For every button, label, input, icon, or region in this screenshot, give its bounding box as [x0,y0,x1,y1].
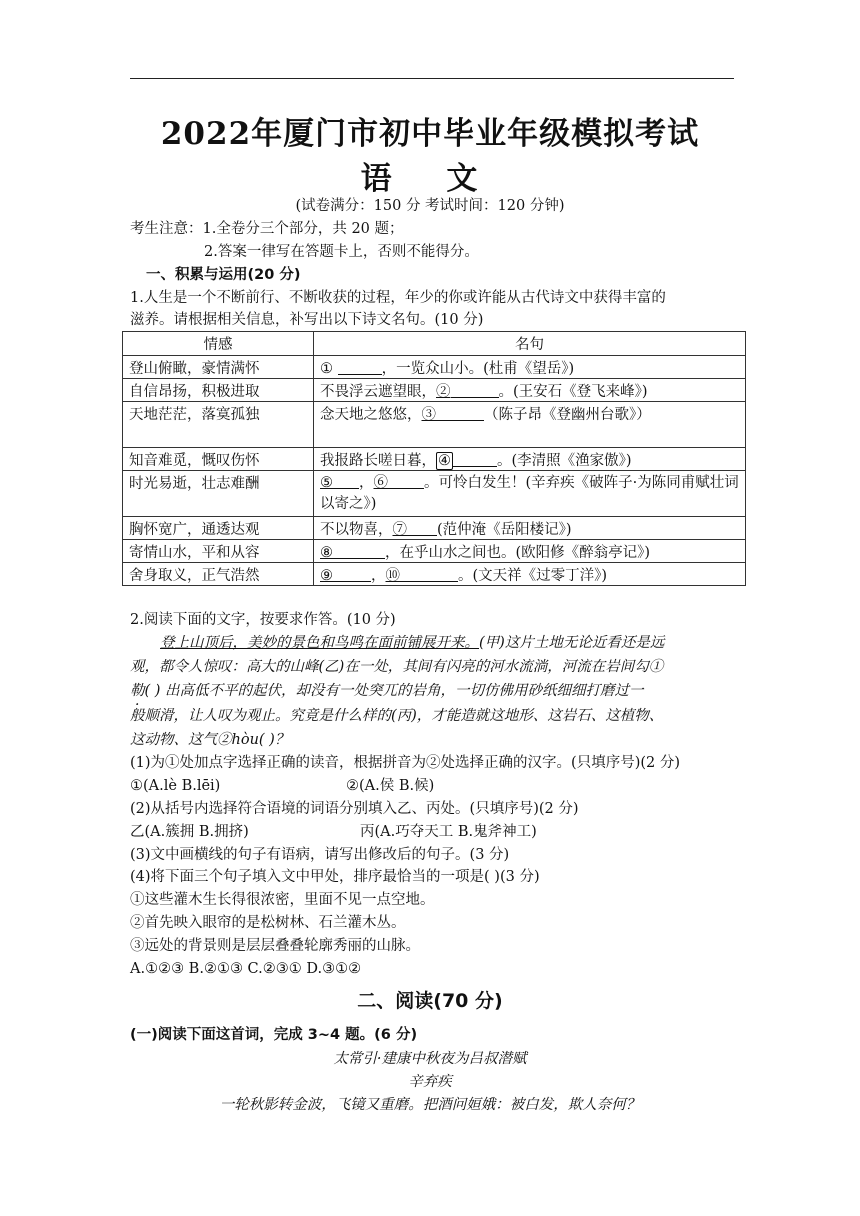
answer-blank[interactable] [451,383,499,398]
quote-text: 。可怜白发生！(辛弃疾《破阵子·为陈同甫赋壮词以寄之》) [320,474,739,512]
quote-text: 念天地之悠悠， [320,407,422,423]
poem-table [122,331,746,586]
emotion-cell: 胸怀宽广，通透达观 [123,517,314,540]
table-row [123,448,746,471]
quote-text: 不以物喜， [320,521,393,538]
quote-text: 。(李清照《渔家傲》) [497,452,632,469]
sub-question-3: (3)文中画横线的句子有语病，请写出修改后的句子。(3 分) [130,847,510,863]
emotion-cell: 天地茫茫，落寞孤独 [123,402,314,448]
notice-2: 2.答案一律写在答题卡上，否则不能得分。 [204,244,479,260]
emotion-cell: 时光易逝，壮志难酬 [123,471,314,517]
section2-sub1: (一)阅读下面这首词，完成 3~4 题。(6 分) [130,1027,418,1043]
section2-heading: 二、阅读(70 分) [357,990,503,1012]
exam-info: (试卷满分：150 分 考试时间：120 分钟) [295,198,565,214]
emotion-cell: 知音难觅，慨叹伤怀 [123,448,314,471]
quote-cell [314,563,746,586]
table-row [123,471,746,517]
blank-number: ④ [438,452,451,469]
quote-text: ，在乎山水之间也。(欧阳修《醉翁亭记》) [385,544,651,561]
table-header-quote: 名句 [314,332,746,356]
answer-blank[interactable] [333,474,359,489]
answer-choices: A.①②③ B.②①③ C.②③① D.③①② [130,961,362,977]
quote-cell [314,540,746,563]
blank-number: ⑩ [385,567,400,584]
table-row [123,356,746,379]
blank-number: ⑥ [373,474,388,491]
passage-line [130,681,644,701]
quote-cell [314,356,746,379]
table-row [123,517,746,540]
emotion-cell: 寄情山水，平和从容 [123,540,314,563]
blank-number: ⑨ [320,567,333,584]
quote-text: 。(王安石《登飞来峰》) [498,383,648,400]
emotion-cell: 舍身取义，正气浩然 [123,563,314,586]
sub-question-2: (2)从括号内选择符合语境的词语分别填入乙、丙处。(只填序号)(2 分) [130,801,579,817]
blank-number: ⑧ [320,544,333,561]
underlined-sentence: 登上山顶后，美妙的景色和鸟鸣在面前铺展开来。 [160,635,479,651]
passage-line: 般顺滑，让人叹为观止。究竟是什么样的(丙)，才能造就这地形、这岩石、这植物、 [130,708,664,724]
quote-text: 我报路长嗟日暮， [320,452,436,469]
quote-cell [314,379,746,402]
quote-cell [314,471,746,517]
option-pronunciation: ①(A.lè B.lēi) [130,778,221,794]
subject-title: 语 文 [360,161,500,197]
answer-blank[interactable] [333,544,385,559]
blank-number: ② [436,383,451,400]
quote-cell [314,402,746,448]
poem-title: 太常引·建康中秋夜为吕叔潜赋 [333,1051,527,1067]
quote-text: (范仲淹《岳阳楼记》) [437,521,572,538]
answer-blank[interactable] [338,360,382,375]
table-row [123,540,746,563]
answer-blank[interactable] [400,567,458,582]
table-row [123,402,746,448]
sentence-option-1: ①这些灌木生长得很浓密，里面不见一点空地。 [130,892,435,908]
blank-number: ① [320,360,333,377]
quote-text: ，一览众山小。(杜甫《望岳》) [381,360,575,377]
poem-line: 一轮秋影转金波，飞镜又重磨。把酒问姮娥：被白发，欺人奈何？ [219,1097,641,1113]
q1-text-line1: 1.人生是一个不断前行、不断收获的过程，年少的你或许能从古代诗文中获得丰富的 [130,290,666,306]
header-rule [130,78,734,79]
passage-text: (甲)这片土地无论近看还是远 [479,635,665,651]
quote-text: 。(文天祥《过零丁洋》) [458,567,608,584]
quote-text: ， [371,567,386,584]
sentence-option-3: ③远处的背景则是层层叠叠轮廓秀丽的山脉。 [130,938,420,954]
option-character: ②(A.侯 B.候) [346,778,435,794]
sub-question-4: (4)将下面三个句子填入文中甲处，排序最恰当的一项是( )(3 分) [130,869,540,885]
quote-text: （陈子昂《登幽州台歌》） [484,407,651,423]
passage-text: ( ) 出高低不平的起伏，却没有一处突兀的岩角，一切仿佛用砂纸细细打磨过一 [144,683,644,699]
passage-line: 观，都令人惊叹：高大的山峰(乙)在一处，其间有闪亮的河水流淌，河流在岩间勾① [130,659,664,675]
notice-1: 考生注意：1.全卷分三个部分，共 20 题； [130,221,404,237]
blank-number: ③ [421,407,436,423]
quote-cell [314,517,746,540]
passage-line [160,633,664,653]
sub-question-1: (1)为①处加点字选择正确的读音，根据拼音为②处选择正确的汉字。(只填序号)(2 分) [130,755,680,771]
answer-blank[interactable] [333,567,371,582]
poem-author: 辛弃疾 [408,1074,452,1090]
quote-text: 不畏浮云遮望眼， [320,383,436,400]
emotion-cell: 自信昂扬，积极进取 [123,379,314,402]
answer-blank[interactable] [407,521,437,536]
section1-heading: 一、积累与运用(20 分) [146,267,301,283]
passage-line: 这动物、这气②hòu( )？ [130,732,290,748]
exam-title: 2022年厦门市初中毕业年级模拟考试 [160,116,700,152]
dotted-char: 勒 [130,683,145,699]
emotion-cell: 登山俯瞰，豪情满怀 [123,356,314,379]
table-row [123,563,746,586]
quote-cell [314,448,746,471]
blank-number: ⑤ [320,474,333,491]
blank-number: ⑦ [392,521,407,538]
answer-blank[interactable] [436,406,484,421]
table-row [123,379,746,402]
option-yi: 乙(A.簇拥 B.拥挤) [130,824,249,840]
table-header-emotion: 情感 [123,332,314,356]
answer-blank[interactable] [388,474,424,489]
quote-text: ， [359,474,374,491]
q2-intro: 2.阅读下面的文字，按要求作答。(10 分) [130,612,396,628]
q1-text-line2: 滋养。请根据相关信息，补写出以下诗文名句。(10 分) [130,312,484,328]
option-bing: 丙(A.巧夺天工 B.鬼斧神工) [360,824,537,840]
sentence-option-2: ②首先映入眼帘的是松树林、石兰灌木丛。 [130,915,406,931]
answer-blank[interactable] [453,452,497,467]
